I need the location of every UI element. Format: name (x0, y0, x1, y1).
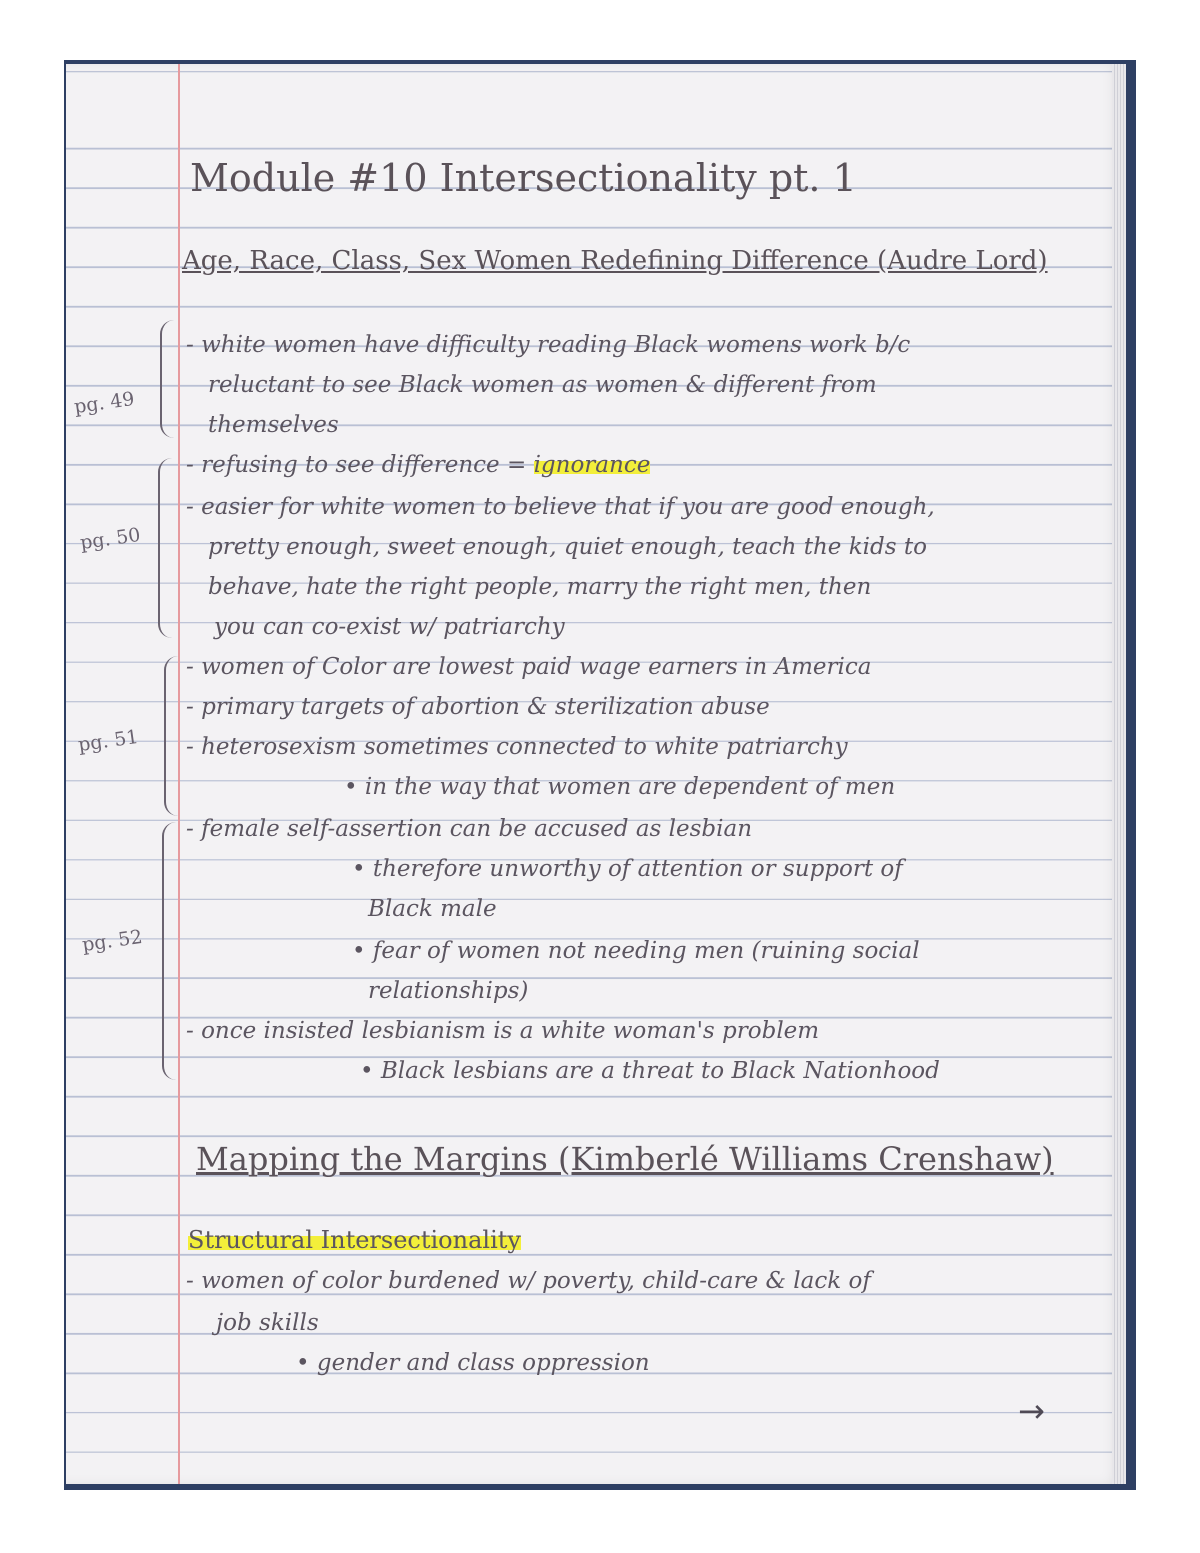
page-edge (1112, 64, 1126, 1484)
continue-arrow-icon: → (1018, 1392, 1045, 1430)
note-line: themselves (208, 412, 339, 438)
section-heading-crenshaw: Mapping the Margins (Kimberlé Williams Crenshaw) (196, 1140, 1054, 1178)
note-line: relationships) (368, 978, 529, 1004)
note-text: - refusing to see difference = (186, 452, 534, 478)
brace-pg51 (164, 656, 184, 816)
note-line: - once insisted lesbianism is a white woman's problem (186, 1018, 820, 1044)
note-line: • in the way that women are dependent of men (344, 774, 896, 800)
note-line: - women of Color are lowest paid wage earners in America (186, 654, 872, 680)
note-line: • gender and class oppression (296, 1350, 650, 1376)
note-line: - easier for white women to believe that if you are good enough, (186, 494, 935, 520)
brace-pg50 (158, 458, 178, 638)
note-line: • therefore unworthy of attention or support of (352, 856, 903, 882)
note-line: - white women have difficulty reading Black womens work b/c (186, 332, 911, 358)
note-line: behave, hate the right people, marry the right men, then (208, 574, 872, 600)
page-ref-49: pg. 49 (72, 387, 136, 419)
note-line: Black male (368, 896, 497, 922)
highlighted-subheading: Structural Intersectionality (188, 1226, 521, 1254)
page-title: Module #10 Intersectionality pt. 1 (190, 156, 857, 200)
note-line: you can co-exist w/ patriarchy (214, 614, 565, 640)
note-line: reluctant to see Black women as women & different from (208, 372, 877, 398)
note-line: - female self-assertion can be accused as lesbian (186, 816, 753, 842)
note-line: job skills (216, 1310, 319, 1336)
note-line: - primary targets of abortion & sterilization abuse (186, 694, 770, 720)
note-line: - women of color burdened w/ poverty, child-care & lack of (186, 1268, 871, 1294)
brace-pg52 (162, 822, 182, 1080)
subheading (188, 1226, 521, 1254)
page-ref-51: pg. 51 (76, 725, 140, 757)
note-line: pretty enough, sweet enough, quiet enough, teach the kids to (208, 534, 927, 560)
section-heading-lorde: Age, Race, Class, Sex Women Redefining Difference (Audre Lord) (182, 246, 1048, 276)
page-ref-50: pg. 50 (78, 523, 142, 555)
brace-pg49 (160, 320, 180, 438)
highlighted-word: ignorance (533, 452, 651, 478)
note-line: • fear of women not needing men (ruining social (352, 938, 920, 964)
note-line: • Black lesbians are a threat to Black Nationhood (360, 1058, 940, 1084)
note-line: - heterosexism sometimes connected to white patriarchy (186, 734, 848, 760)
note-line (186, 452, 650, 478)
page-ref-52: pg. 52 (80, 925, 144, 957)
